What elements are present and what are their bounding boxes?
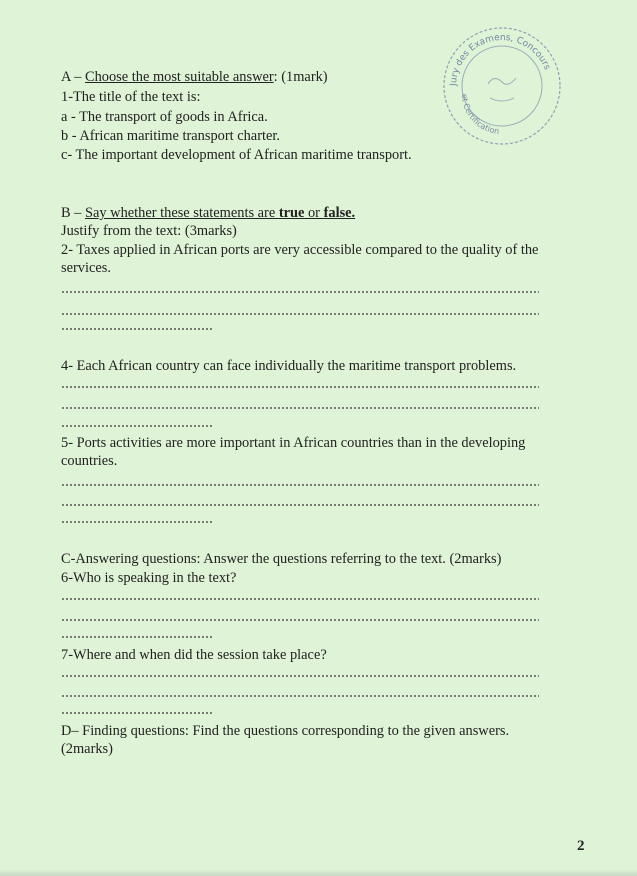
answer-line[interactable] [61, 407, 539, 409]
answer-line[interactable] [61, 695, 539, 697]
question-6: 6-Who is speaking in the text? [61, 570, 237, 586]
answer-line[interactable] [61, 313, 539, 315]
question-7: 7-Where and when did the session take place? [61, 647, 327, 663]
answer-line[interactable] [61, 291, 539, 293]
answer-line[interactable] [61, 712, 213, 714]
answer-line[interactable] [61, 636, 213, 638]
official-stamp [440, 24, 564, 148]
answer-line[interactable] [61, 521, 213, 523]
answer-line[interactable] [61, 504, 539, 506]
option-a: a - The transport of goods in Africa. [61, 109, 268, 125]
answer-line[interactable] [61, 386, 539, 388]
stamp-emblem-icon [488, 78, 516, 84]
answer-line[interactable] [61, 598, 539, 600]
answer-line[interactable] [61, 484, 539, 486]
answer-line[interactable] [61, 675, 539, 677]
option-c: c- The important development of African maritime transport. [61, 147, 412, 163]
justify-instruction: Justify from the text: (3marks) [61, 223, 237, 239]
stamp-top-text: Jury des Examens, Concours [448, 32, 552, 87]
section-b-heading: B – Say whether these statements are true or false. [61, 205, 356, 221]
answer-line[interactable] [61, 425, 213, 427]
page-bottom-edge [0, 869, 637, 876]
answer-line[interactable] [61, 328, 213, 330]
statement-5: 5- Ports activities are more important in African countries than in the developing countries. [61, 435, 526, 469]
answer-line[interactable] [61, 619, 539, 621]
question-1: 1-The title of the text is: [61, 89, 201, 105]
section-a-heading: A – Choose the most suitable answer: (1mark) [61, 69, 328, 85]
statement-2: 2- Taxes applied in African ports are very accessible compared to the quality of the services. [61, 242, 539, 276]
section-c-heading: C-Answering questions: Answer the questions referring to the text. (2marks) [61, 551, 502, 567]
page-number: 2 [577, 838, 585, 854]
statement-4: 4- Each African country can face individually the maritime transport problems. [61, 358, 517, 374]
option-b: b - African maritime transport charter. [61, 128, 280, 144]
stamp-bottom-text: et Certification [459, 93, 500, 136]
section-d-heading: D– Finding questions: Find the questions corresponding to the given answers. (2marks) [61, 723, 510, 757]
